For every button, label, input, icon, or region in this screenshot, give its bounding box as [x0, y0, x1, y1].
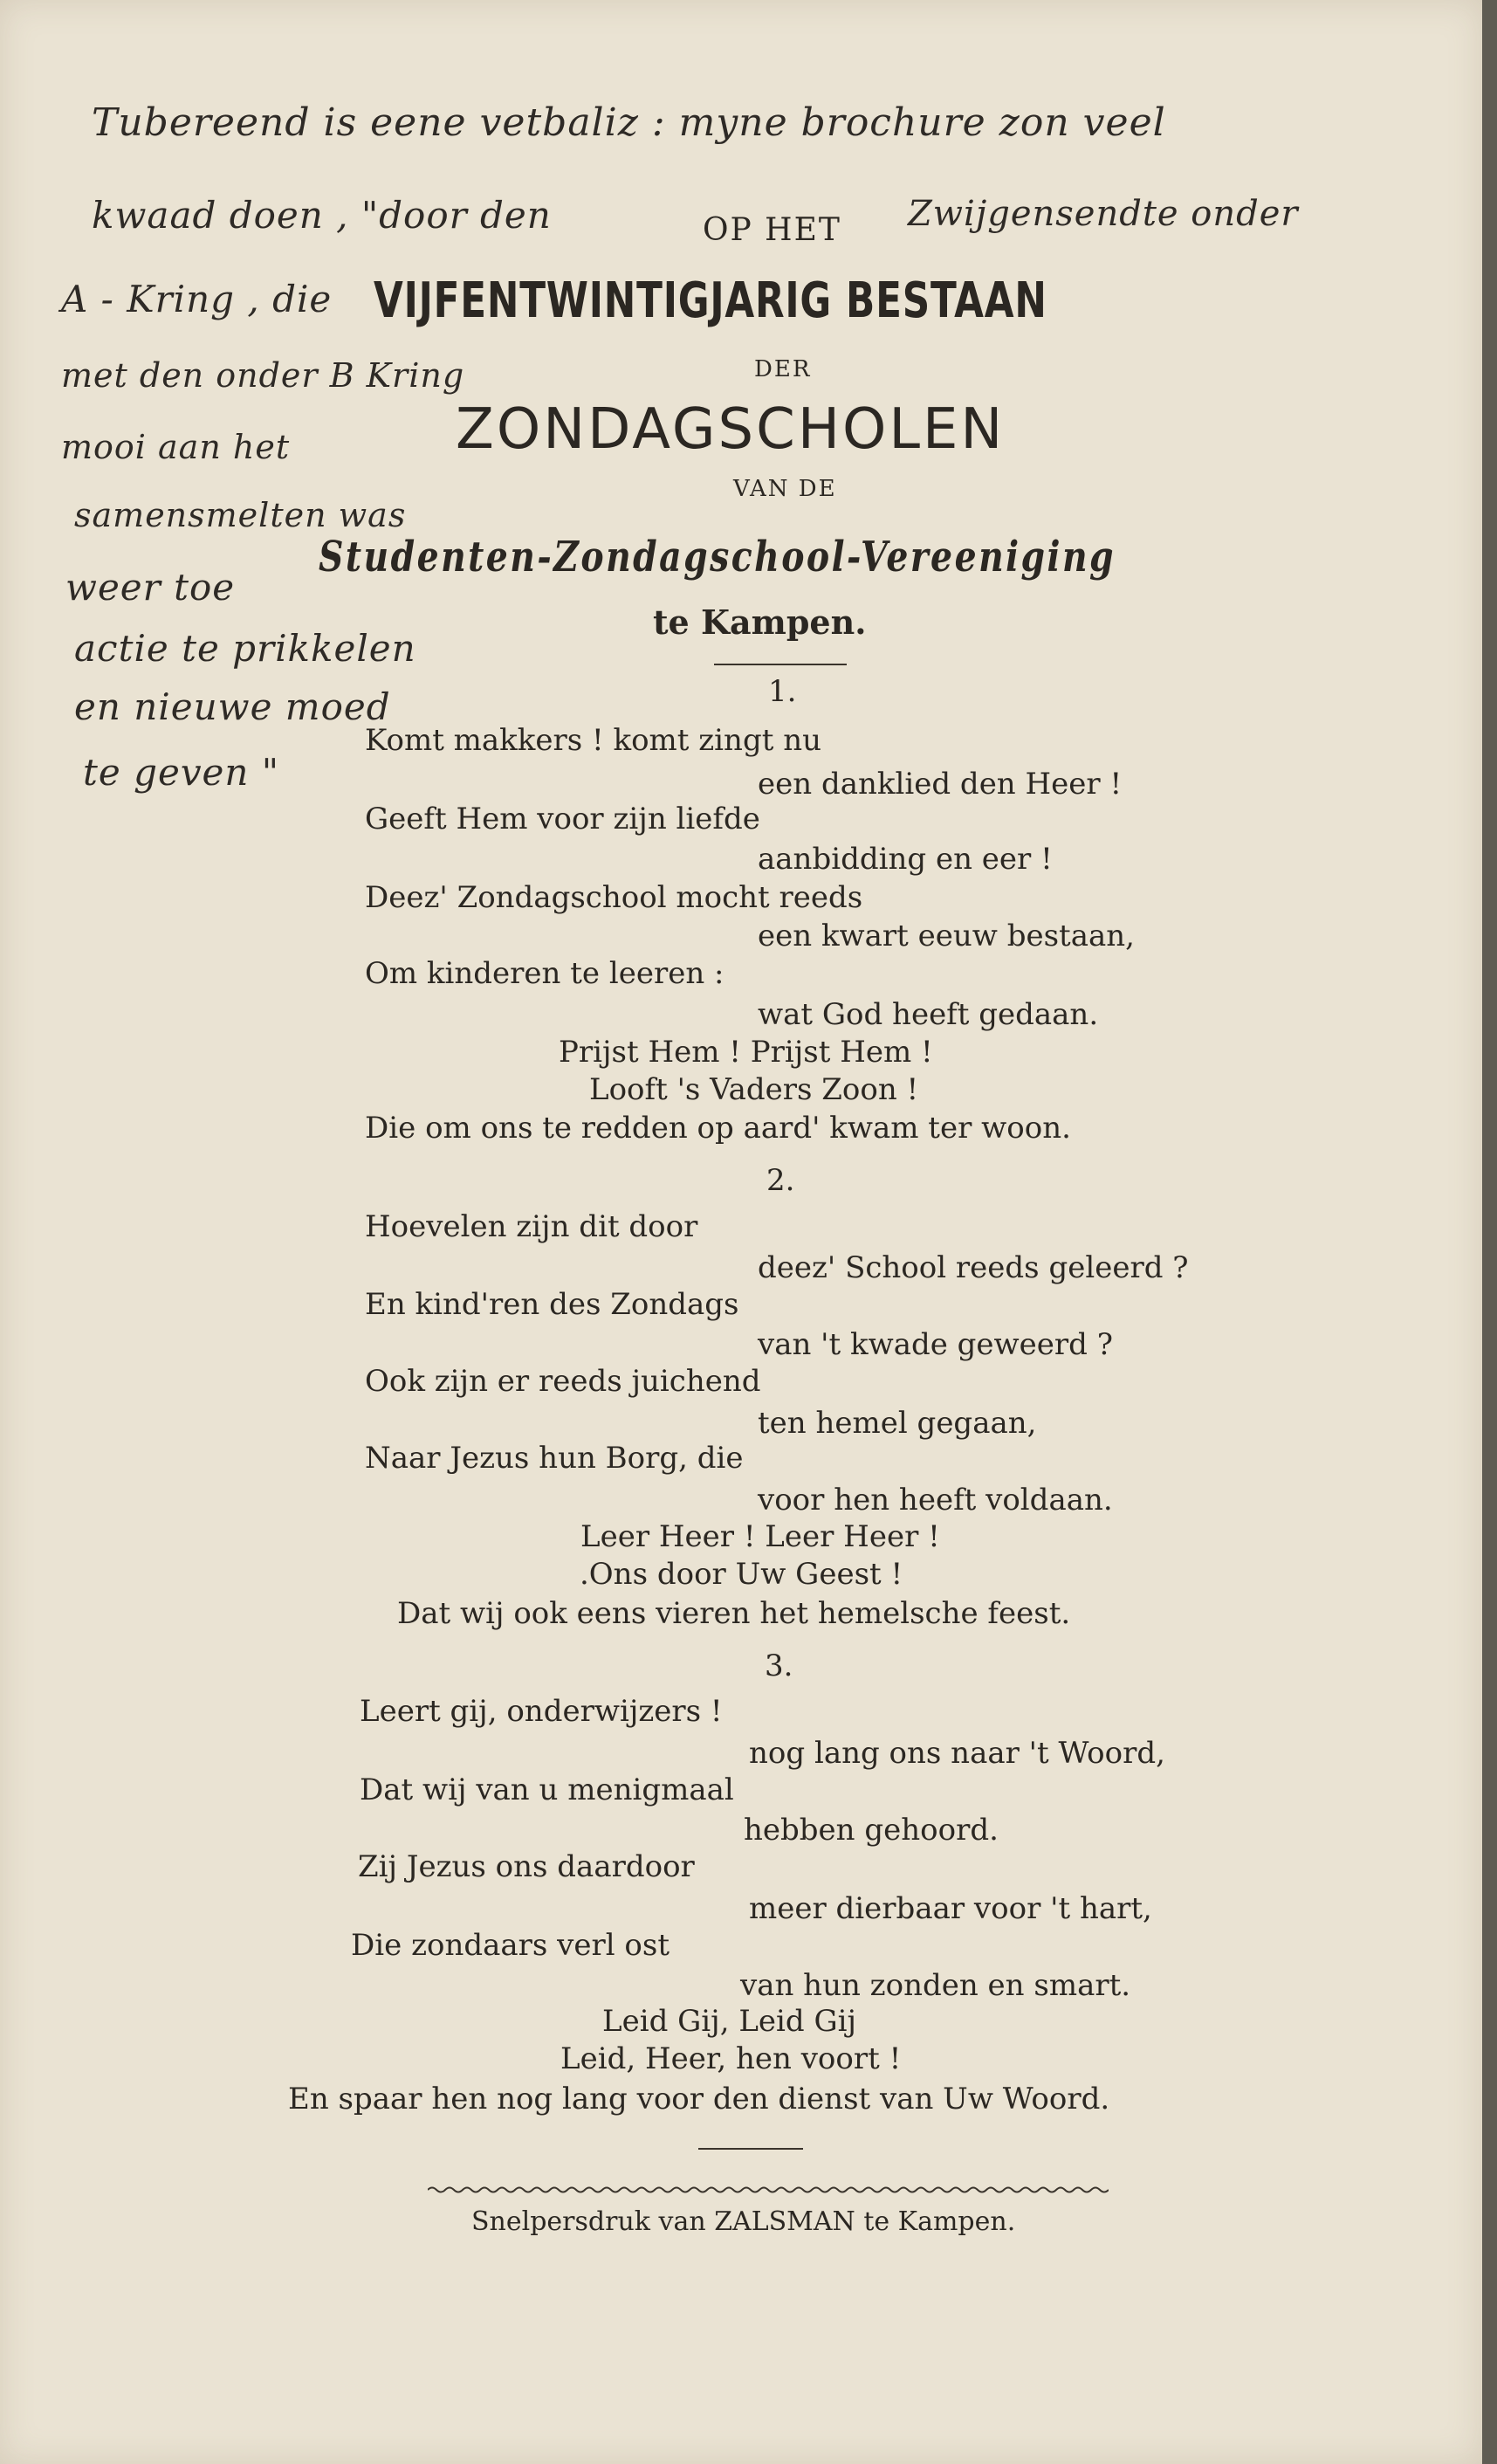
handwritten-line-11: te geven " — [83, 751, 280, 794]
verse-number-2: 2. — [766, 1163, 795, 1198]
handwritten-line-2: kwaad doen , "door den — [92, 194, 552, 237]
verse-2-line-1: Hoevelen zijn dit door — [365, 1209, 698, 1244]
verse-3-line-11: En spaar hen nog lang voor den dienst van Uw Woord. — [288, 2082, 1110, 2116]
verse-1-line-7: Om kinderen te leeren : — [365, 956, 724, 991]
verse-3-line-2: nog lang ons naar 't Woord, — [749, 1736, 1165, 1771]
handwritten-line-9: actie te prikkelen — [74, 627, 416, 670]
verse-2-line-7: Naar Jezus hun Borg, die — [365, 1441, 744, 1476]
verse-1-line-11: Die om ons te redden op aard' kwam ter woon. — [365, 1111, 1071, 1146]
verse-3-line-6: meer dierbaar voor 't hart, — [749, 1891, 1152, 1926]
verse-1-line-8: wat God heeft gedaan. — [758, 997, 1099, 1032]
verse-1-line-9: Prijst Hem ! Prijst Hem ! — [559, 1035, 933, 1070]
verse-1-line-2: een danklied den Heer ! — [758, 767, 1123, 802]
heading-van-de: VAN DE — [733, 476, 837, 502]
verse-1-line-3: Geeft Hem voor zijn liefde — [365, 802, 760, 836]
heading-zondagscholen: ZONDAGSCHOLEN — [456, 397, 1006, 462]
verse-2-line-11: Dat wij ook eens vieren het hemelsche feest. — [397, 1596, 1071, 1631]
verse-3-line-1: Leert gij, onderwijzers ! — [360, 1694, 723, 1729]
verse-1-line-10: Looft 's Vaders Zoon ! — [589, 1072, 919, 1107]
heading-op-het: OP HET — [703, 212, 841, 248]
verse-1-line-4: aanbidding en eer ! — [758, 842, 1053, 877]
verse-1-line-5: Deez' Zondagschool mocht reeds — [365, 880, 863, 915]
scan-edge — [1482, 0, 1497, 2464]
handwritten-line-5: met den onder B Kring — [61, 356, 465, 395]
heading-vijfentwintigjarig: VIJFENTWINTIGJARIG BESTAAN — [374, 272, 1047, 329]
closing-rule — [698, 2148, 803, 2150]
handwritten-line-3: Zwijgensendte onder — [908, 194, 1299, 234]
handwritten-line-1: Tubereend is eene vetbaliz : myne brochure zon veel — [92, 100, 1166, 145]
verse-2-line-9: Leer Heer ! Leer Heer ! — [580, 1519, 940, 1554]
handwritten-line-8: weer toe — [65, 566, 236, 609]
verse-2-line-4: van 't kwade geweerd ? — [758, 1327, 1113, 1362]
heading-rule — [714, 664, 847, 665]
verse-3-line-7: Die zondaars verl ost — [351, 1928, 670, 1963]
verse-2-line-2: deez' School reeds geleerd ? — [758, 1250, 1189, 1285]
verse-2-line-6: ten hemel gegaan, — [758, 1406, 1037, 1441]
heading-te-kampen: te Kampen. — [653, 602, 867, 642]
verse-1-line-6: een kwart eeuw bestaan, — [758, 919, 1135, 953]
verse-2-line-10: .Ons door Uw Geest ! — [580, 1557, 903, 1592]
handwritten-line-4: A - Kring , die — [61, 278, 333, 320]
verse-number-3: 3. — [765, 1648, 793, 1683]
handwritten-line-7: samensmelten was — [74, 496, 407, 534]
verse-number-1: 1. — [768, 674, 797, 709]
wavy-divider — [428, 2183, 1109, 2197]
verse-2-line-5: Ook zijn er reeds juichend — [365, 1364, 761, 1399]
verse-1-line-1: Komt makkers ! komt zingt nu — [365, 723, 821, 758]
handwritten-line-6: mooi aan het — [61, 428, 291, 466]
verse-3-line-9: Leid Gij, Leid Gij — [602, 2004, 857, 2039]
heading-der: DER — [754, 356, 812, 382]
verse-2-line-8: voor hen heeft voldaan. — [758, 1483, 1113, 1518]
verse-3-line-4: hebben gehoord. — [744, 1813, 999, 1848]
verse-2-line-3: En kind'ren des Zondags — [365, 1287, 739, 1322]
verse-3-line-3: Dat wij van u menigmaal — [360, 1772, 734, 1807]
printer-footer: Snelpersdruk van ZALSMAN te Kampen. — [471, 2206, 1016, 2237]
heading-vereeniging: Studenten-Zondagschool-Vereeniging — [319, 533, 1116, 582]
verse-3-line-10: Leid, Heer, hen voort ! — [560, 2041, 902, 2076]
handwritten-line-10: en nieuwe moed — [74, 685, 391, 728]
verse-3-line-5: Zij Jezus ons daardoor — [358, 1849, 695, 1884]
verse-3-line-8: van hun zonden en smart. — [740, 1968, 1131, 2003]
